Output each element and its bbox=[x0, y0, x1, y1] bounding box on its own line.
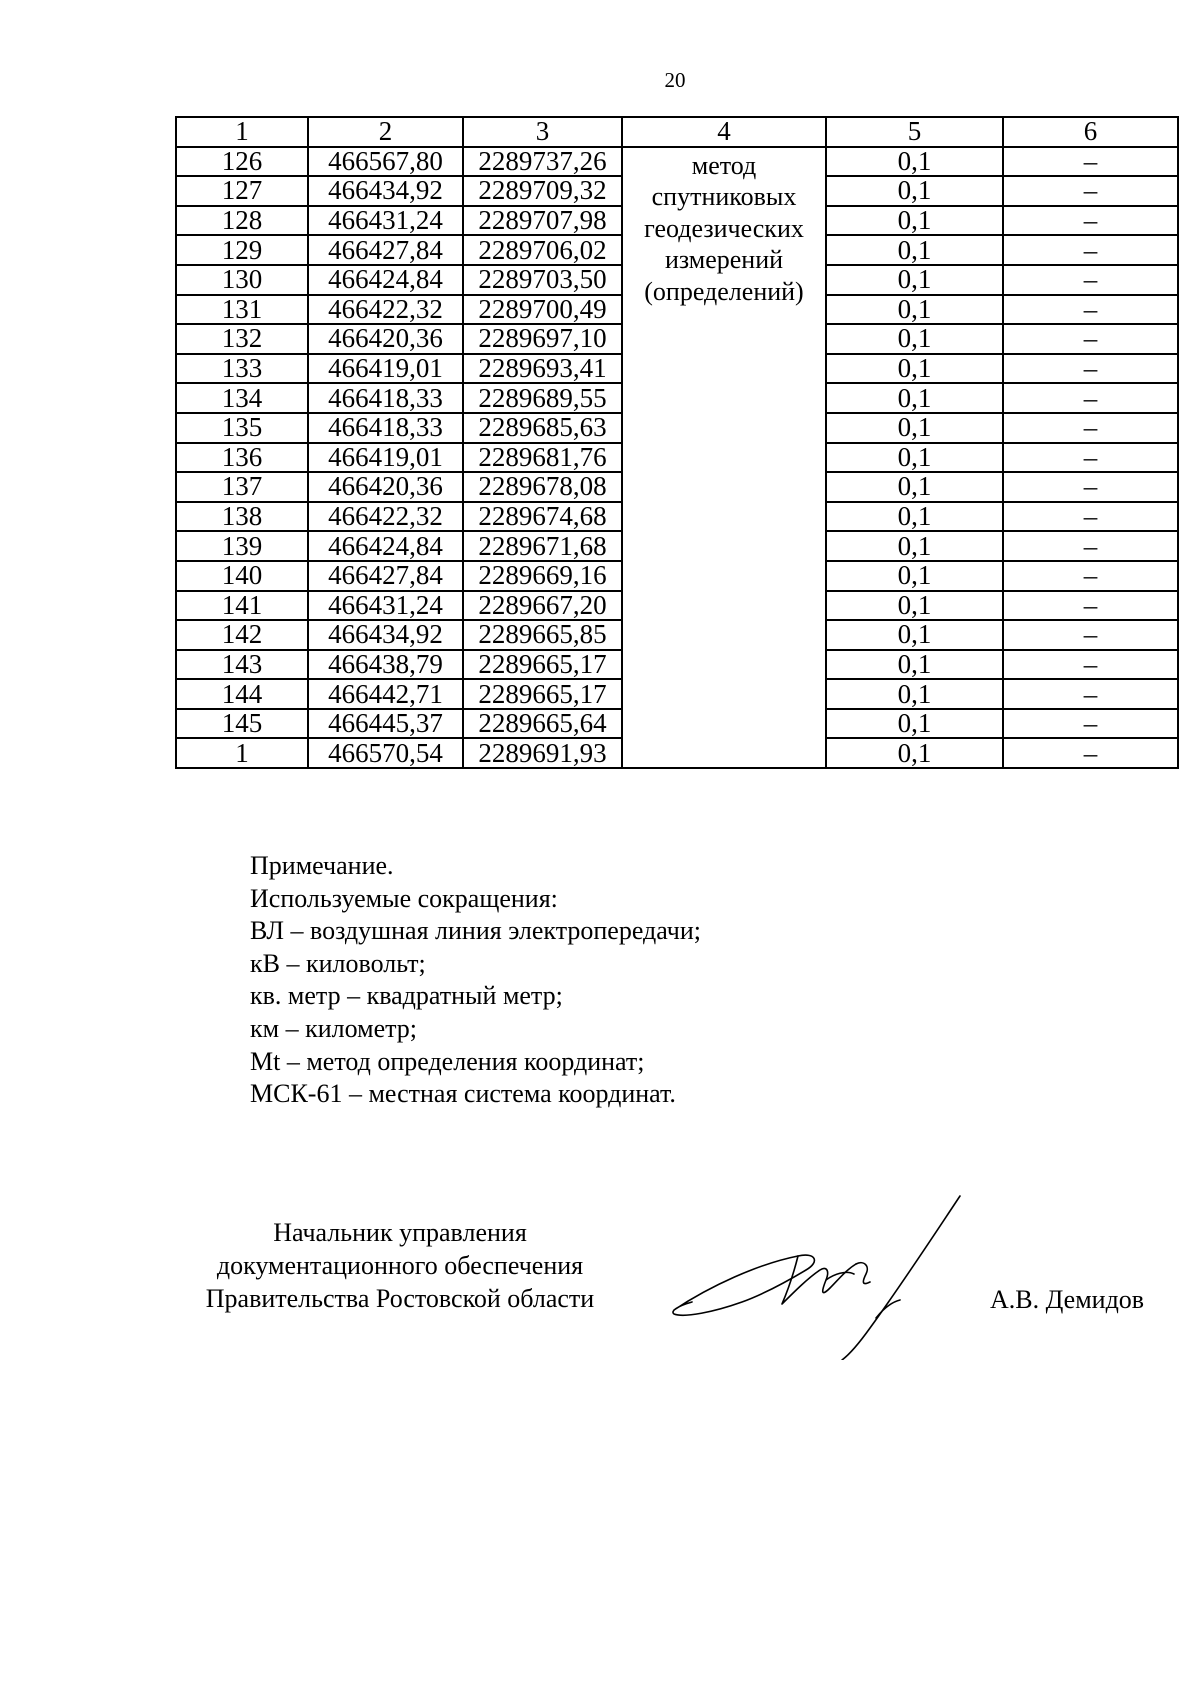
x-coordinate-cell: 466427,84 bbox=[308, 561, 463, 591]
x-coordinate-cell: 466419,01 bbox=[308, 443, 463, 473]
accuracy-cell: 0,1 bbox=[826, 679, 1003, 709]
accuracy-cell: 0,1 bbox=[826, 620, 1003, 650]
y-coordinate-cell: 2289665,17 bbox=[463, 679, 622, 709]
point-number-cell: 133 bbox=[176, 354, 308, 384]
x-coordinate-cell: 466424,84 bbox=[308, 531, 463, 561]
method-line: геодезических bbox=[644, 213, 804, 243]
point-number-cell: 137 bbox=[176, 472, 308, 502]
position-line: Правительства Ростовской области bbox=[205, 1284, 595, 1313]
y-coordinate-cell: 2289709,32 bbox=[463, 176, 622, 206]
y-coordinate-cell: 2289697,10 bbox=[463, 324, 622, 354]
table-header-row bbox=[176, 117, 1178, 147]
x-coordinate-cell: 466442,71 bbox=[308, 679, 463, 709]
note-section bbox=[250, 850, 701, 1111]
description-cell: – bbox=[1003, 147, 1178, 177]
description-cell: – bbox=[1003, 591, 1178, 621]
x-coordinate-cell: 466420,36 bbox=[308, 472, 463, 502]
description-cell: – bbox=[1003, 531, 1178, 561]
x-coordinate-cell: 466419,01 bbox=[308, 354, 463, 384]
abbreviation-item: Mt – метод определения координат; bbox=[250, 1046, 645, 1076]
point-number-cell: 128 bbox=[176, 206, 308, 236]
description-cell: – bbox=[1003, 561, 1178, 591]
method-line: метод bbox=[691, 150, 757, 180]
description-cell: – bbox=[1003, 383, 1178, 413]
header-cell: 2 bbox=[308, 117, 463, 147]
x-coordinate-cell: 466438,79 bbox=[308, 650, 463, 680]
point-number-cell: 144 bbox=[176, 679, 308, 709]
y-coordinate-cell: 2289671,68 bbox=[463, 531, 622, 561]
point-number-cell: 143 bbox=[176, 650, 308, 680]
header-cell: 3 bbox=[463, 117, 622, 147]
y-coordinate-cell: 2289685,63 bbox=[463, 413, 622, 443]
handwritten-signature bbox=[670, 1190, 970, 1360]
y-coordinate-cell: 2289674,68 bbox=[463, 502, 622, 532]
description-cell: – bbox=[1003, 650, 1178, 680]
description-cell: – bbox=[1003, 738, 1178, 768]
point-number-cell: 126 bbox=[176, 147, 308, 177]
x-coordinate-cell: 466431,24 bbox=[308, 591, 463, 621]
method-line: (определений) bbox=[644, 276, 804, 306]
page-number: 20 bbox=[664, 68, 686, 92]
accuracy-cell: 0,1 bbox=[826, 738, 1003, 768]
accuracy-cell: 0,1 bbox=[826, 265, 1003, 295]
description-cell: – bbox=[1003, 354, 1178, 384]
point-number-cell: 135 bbox=[176, 413, 308, 443]
description-cell: – bbox=[1003, 176, 1178, 206]
abbreviation-item: кв. метр – квадратный метр; bbox=[250, 981, 563, 1011]
x-coordinate-cell: 466567,80 bbox=[308, 147, 463, 177]
accuracy-cell: 0,1 bbox=[826, 472, 1003, 502]
description-cell: – bbox=[1003, 679, 1178, 709]
y-coordinate-cell: 2289667,20 bbox=[463, 591, 622, 621]
y-coordinate-cell: 2289681,76 bbox=[463, 443, 622, 473]
point-number-cell: 131 bbox=[176, 295, 308, 325]
table-row bbox=[176, 147, 1178, 177]
abbreviation-item: ВЛ – воздушная линия электропередачи; bbox=[250, 916, 701, 946]
point-number-cell: 138 bbox=[176, 502, 308, 532]
description-cell: – bbox=[1003, 324, 1178, 354]
description-cell: – bbox=[1003, 502, 1178, 532]
point-number-cell: 132 bbox=[176, 324, 308, 354]
accuracy-cell: 0,1 bbox=[826, 235, 1003, 265]
point-number-cell: 134 bbox=[176, 383, 308, 413]
method-line: измерений bbox=[664, 245, 784, 275]
accuracy-cell: 0,1 bbox=[826, 324, 1003, 354]
description-cell: – bbox=[1003, 265, 1178, 295]
position-line: документационного обеспечения bbox=[216, 1251, 584, 1280]
y-coordinate-cell: 2289707,98 bbox=[463, 206, 622, 236]
description-cell: – bbox=[1003, 295, 1178, 325]
y-coordinate-cell: 2289678,08 bbox=[463, 472, 622, 502]
y-coordinate-cell: 2289669,16 bbox=[463, 561, 622, 591]
accuracy-cell: 0,1 bbox=[826, 295, 1003, 325]
signer-position bbox=[170, 1216, 630, 1315]
method-line: спутниковых bbox=[651, 182, 797, 212]
x-coordinate-cell: 466418,33 bbox=[308, 413, 463, 443]
y-coordinate-cell: 2289700,49 bbox=[463, 295, 622, 325]
x-coordinate-cell: 466431,24 bbox=[308, 206, 463, 236]
point-number-cell: 139 bbox=[176, 531, 308, 561]
point-number-cell: 127 bbox=[176, 176, 308, 206]
x-coordinate-cell: 466422,32 bbox=[308, 295, 463, 325]
accuracy-cell: 0,1 bbox=[826, 709, 1003, 739]
abbreviation-item: км – километр; bbox=[250, 1013, 418, 1043]
accuracy-cell: 0,1 bbox=[826, 531, 1003, 561]
point-number-cell: 140 bbox=[176, 561, 308, 591]
accuracy-cell: 0,1 bbox=[826, 147, 1003, 177]
description-cell: – bbox=[1003, 413, 1178, 443]
accuracy-cell: 0,1 bbox=[826, 413, 1003, 443]
accuracy-cell: 0,1 bbox=[826, 383, 1003, 413]
abbreviation-item: МСК-61 – местная система координат. bbox=[250, 1079, 676, 1109]
coordinates-table bbox=[175, 116, 1179, 769]
x-coordinate-cell: 466422,32 bbox=[308, 502, 463, 532]
x-coordinate-cell: 466570,54 bbox=[308, 738, 463, 768]
accuracy-cell: 0,1 bbox=[826, 502, 1003, 532]
description-cell: – bbox=[1003, 235, 1178, 265]
y-coordinate-cell: 2289737,26 bbox=[463, 147, 622, 177]
y-coordinate-cell: 2289689,55 bbox=[463, 383, 622, 413]
point-number-cell: 130 bbox=[176, 265, 308, 295]
y-coordinate-cell: 2289665,85 bbox=[463, 620, 622, 650]
point-number-cell: 1 bbox=[176, 738, 308, 768]
signer-name: А.В. Демидов bbox=[990, 1285, 1145, 1314]
x-coordinate-cell: 466434,92 bbox=[308, 176, 463, 206]
point-number-cell: 129 bbox=[176, 235, 308, 265]
header-cell: 4 bbox=[622, 117, 826, 147]
accuracy-cell: 0,1 bbox=[826, 354, 1003, 384]
x-coordinate-cell: 466424,84 bbox=[308, 265, 463, 295]
y-coordinate-cell: 2289703,50 bbox=[463, 265, 622, 295]
note-title: Примечание. bbox=[250, 851, 394, 880]
x-coordinate-cell: 466418,33 bbox=[308, 383, 463, 413]
description-cell: – bbox=[1003, 206, 1178, 236]
y-coordinate-cell: 2289693,41 bbox=[463, 354, 622, 384]
accuracy-cell: 0,1 bbox=[826, 206, 1003, 236]
accuracy-cell: 0,1 bbox=[826, 591, 1003, 621]
description-cell: – bbox=[1003, 620, 1178, 650]
x-coordinate-cell: 466445,37 bbox=[308, 709, 463, 739]
y-coordinate-cell: 2289706,02 bbox=[463, 235, 622, 265]
x-coordinate-cell: 466427,84 bbox=[308, 235, 463, 265]
description-cell: – bbox=[1003, 443, 1178, 473]
y-coordinate-cell: 2289691,93 bbox=[463, 738, 622, 768]
position-line: Начальник управления bbox=[273, 1218, 527, 1247]
accuracy-cell: 0,1 bbox=[826, 443, 1003, 473]
note-subtitle: Используемые сокращения: bbox=[250, 883, 558, 913]
description-cell: – bbox=[1003, 472, 1178, 502]
header-cell: 6 bbox=[1003, 117, 1178, 147]
accuracy-cell: 0,1 bbox=[826, 650, 1003, 680]
abbreviation-item: кВ – киловольт; bbox=[250, 948, 426, 978]
point-number-cell: 136 bbox=[176, 443, 308, 473]
header-cell: 5 bbox=[826, 117, 1003, 147]
point-number-cell: 141 bbox=[176, 591, 308, 621]
y-coordinate-cell: 2289665,17 bbox=[463, 650, 622, 680]
x-coordinate-cell: 466420,36 bbox=[308, 324, 463, 354]
table-body bbox=[176, 147, 1178, 768]
description-cell: – bbox=[1003, 709, 1178, 739]
accuracy-cell: 0,1 bbox=[826, 176, 1003, 206]
x-coordinate-cell: 466434,92 bbox=[308, 620, 463, 650]
point-number-cell: 142 bbox=[176, 620, 308, 650]
y-coordinate-cell: 2289665,64 bbox=[463, 709, 622, 739]
method-cell bbox=[622, 147, 826, 768]
accuracy-cell: 0,1 bbox=[826, 561, 1003, 591]
point-number-cell: 145 bbox=[176, 709, 308, 739]
header-cell: 1 bbox=[176, 117, 308, 147]
